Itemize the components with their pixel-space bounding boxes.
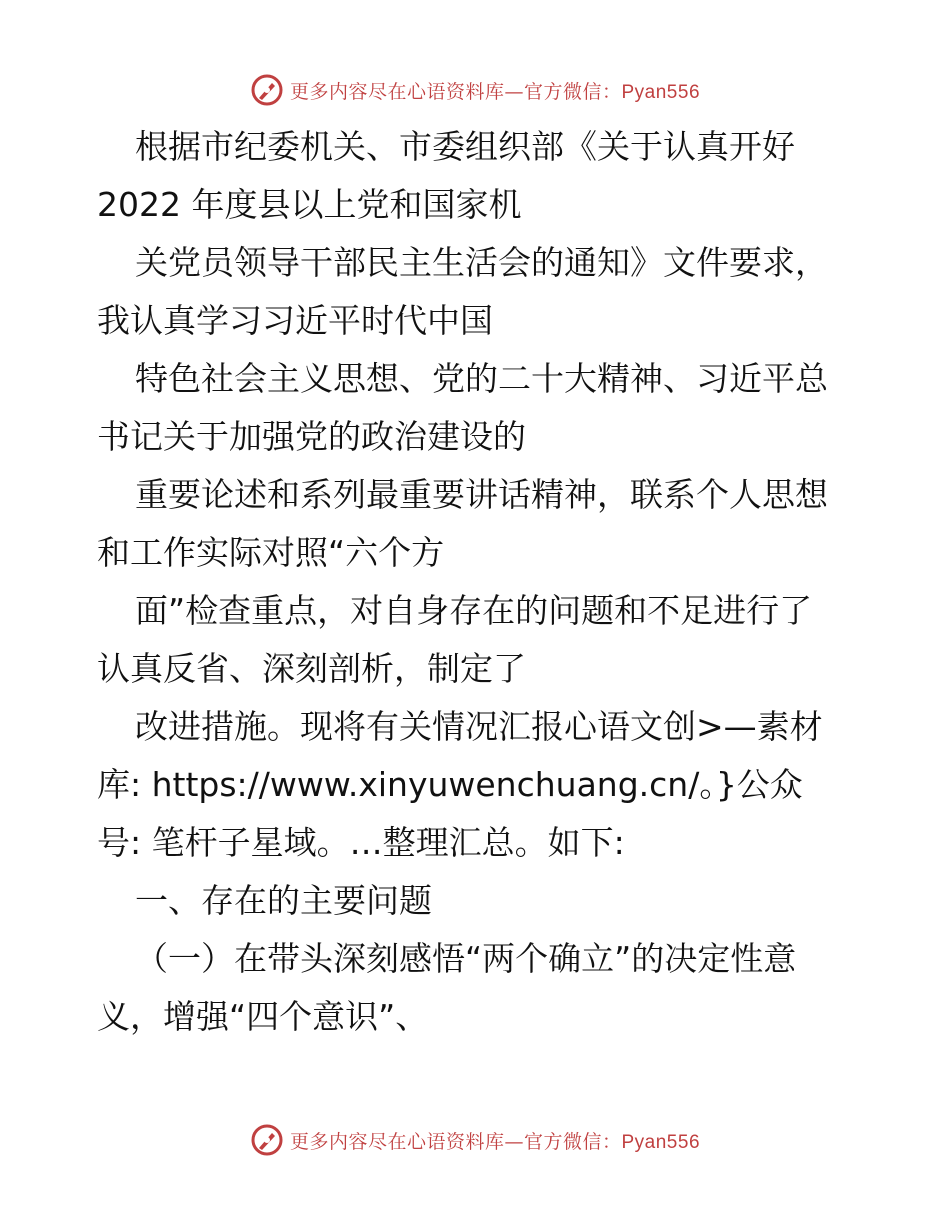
banner-text	[290, 1127, 700, 1154]
banner-text	[290, 77, 700, 104]
document-body	[97, 118, 857, 1046]
banner-label: 更多内容尽在心语资料库—官方微信：	[289, 1130, 622, 1153]
text-line: 改进措施。现将有关情况汇报心语文创>—素材	[135, 707, 823, 746]
pen-circle-logo-icon	[250, 73, 284, 107]
banner-label: 更多内容尽在心语资料库—官方微信：	[289, 80, 622, 103]
header-banner	[0, 70, 950, 110]
footer-banner	[0, 1120, 950, 1160]
subsection-heading: （一）在带头深刻感悟“两个确立”的决定性意	[135, 939, 797, 978]
text-line: 根据市纪委机关、市委组织部《关于认真开好	[135, 127, 795, 166]
text-line: 我认真学习习近平时代中国	[97, 301, 493, 340]
text-line: 面”检查重点，对自身存在的问题和不足进行了	[135, 591, 813, 630]
text-line: 义，增强“四个意识”、	[97, 997, 429, 1036]
text-line: 号: 笔杆子星域。…整理汇总。如下:	[97, 823, 625, 862]
banner-wechat-id: Pyan556	[621, 81, 701, 103]
text-line: 特色社会主义思想、党的二十大精神、习近平总	[135, 359, 828, 398]
pen-circle-logo-icon	[250, 1123, 284, 1157]
section-heading: 一、存在的主要问题	[135, 881, 432, 920]
text-line: 和工作实际对照“六个方	[97, 533, 445, 572]
text-line: 重要论述和系列最重要讲话精神，联系个人思想	[135, 475, 828, 514]
text-line-url: 库: https://www.xinyuwenchuang.cn/。}公众	[97, 765, 803, 804]
text-line: 2022 年度县以上党和国家机	[97, 185, 522, 224]
text-line: 书记关于加强党的政治建设的	[97, 417, 526, 456]
text-line: 认真反省、深刻剖析，制定了	[97, 649, 526, 688]
text-line: 关党员领导干部民主生活会的通知》文件要求，	[135, 243, 828, 282]
banner-wechat-id: Pyan556	[621, 1131, 701, 1153]
